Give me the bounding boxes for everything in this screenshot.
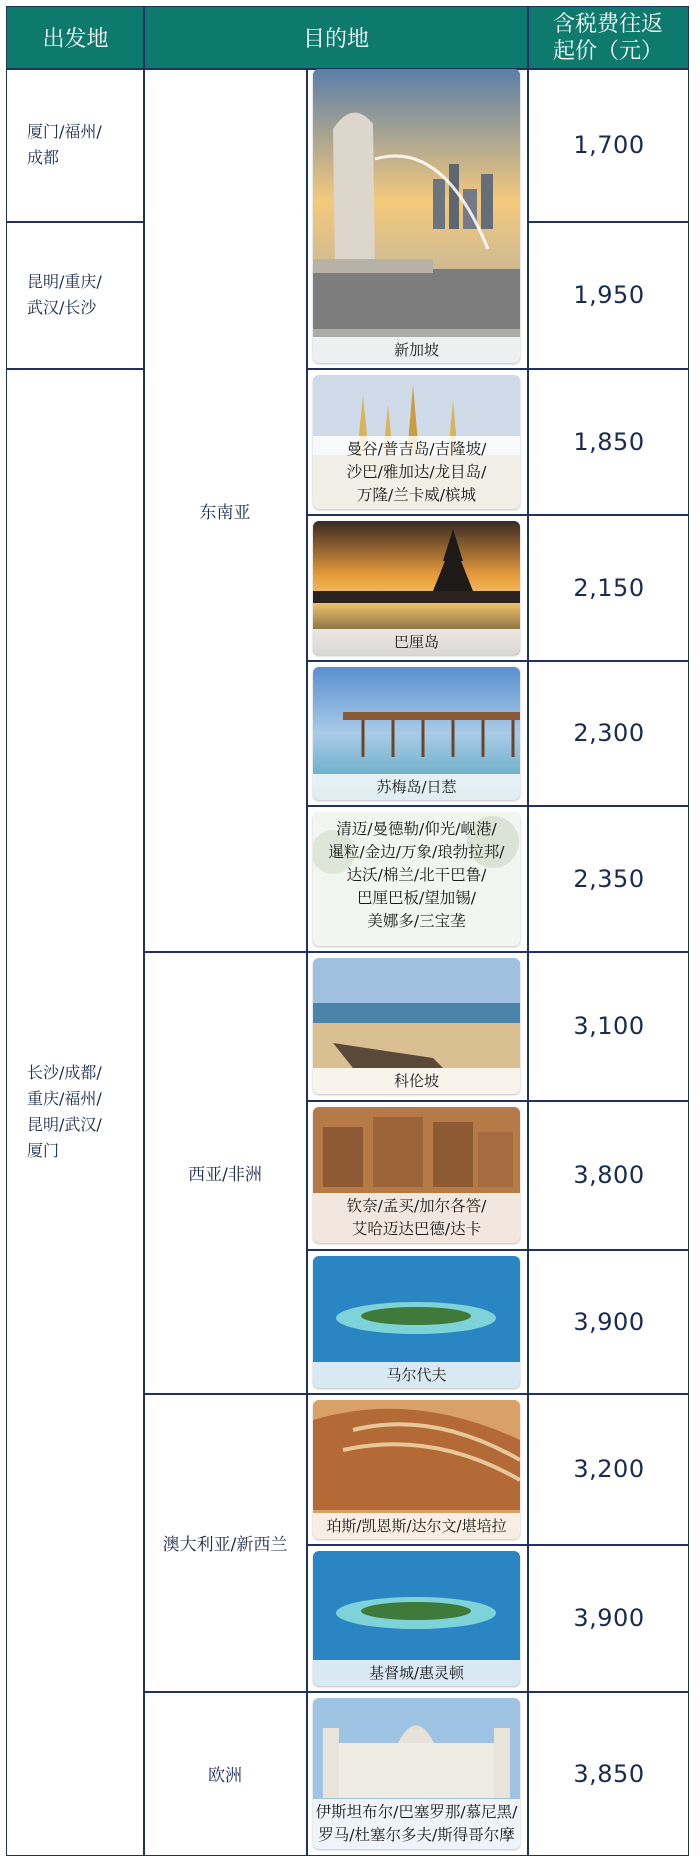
destination-card [313,1400,520,1539]
singapore-photo [313,69,520,363]
destination-name: 伊斯坦布尔/巴塞罗那/慕尼黑/ 罗马/杜塞尔多夫/斯得哥尔摩 [313,1799,520,1849]
price-cell: 1,950 [573,281,645,309]
price-cell: 2,350 [573,864,645,893]
destination-card [313,375,520,509]
origin-cell: 长沙/成都/ 重庆/福州/ 昆明/武汉/ 厦门 [27,1063,102,1160]
destination-card [313,69,520,363]
destination-card [313,1551,520,1686]
price-cell: 3,800 [573,1161,645,1189]
origin-cell: 昆明/重庆/ 武汉/长沙 [27,272,102,317]
header-price: 含税费往返 起价（元） [528,7,688,68]
destination-card [313,1256,520,1388]
destination-card [313,958,520,1094]
destination-name: 苏梅岛/日惹 [313,774,520,800]
destination-card [313,812,520,946]
col-divider [306,68,308,1855]
price-cell: 3,200 [573,1455,645,1483]
price-cell: 3,900 [573,1307,645,1336]
destination-name: 基督城/惠灵顿 [313,1660,520,1686]
destination-name: 新加坡 [313,337,520,363]
region-cell: 欧洲 [208,1766,242,1786]
region-cell: 西亚/非洲 [188,1165,262,1185]
price-cell: 3,100 [573,1012,645,1040]
price-cell: 1,850 [573,427,645,456]
region-cell: 东南亚 [199,502,251,523]
destination-card [313,667,520,800]
price-cell: 3,850 [573,1759,645,1788]
price-cell: 1,700 [573,131,645,159]
destination-name: 清迈/曼德勒/仰光/岘港/ 暹粒/金边/万象/琅勃拉邦/ 达沃/棉兰/北干巴鲁/ 巴厘巴板/望加锡/ 美娜多/三宝垄 [313,812,520,946]
destination-name: 曼谷/普吉岛/吉隆坡/ 沙巴/雅加达/龙目岛/ 万隆/兰卡威/槟城 [313,436,520,509]
price-cell: 2,300 [573,719,645,747]
header-origin: 出发地 [7,7,144,68]
origin-cell: 厦门/福州/ 成都 [27,122,102,167]
price-cell: 2,150 [573,573,645,602]
destination-name: 巴厘岛 [313,629,520,655]
destination-name: 钦奈/孟买/加尔各答/ 艾哈迈达巴德/达卡 [313,1193,520,1243]
destination-name: 珀斯/凯恩斯/达尔文/堪培拉 [313,1513,520,1539]
destination-name: 科伦坡 [313,1068,520,1094]
destination-card [313,521,520,655]
region-cell: 澳大利亚/新西兰 [162,1535,288,1555]
header-destination: 目的地 [144,7,528,68]
destination-card [313,1107,520,1243]
price-cell: 3,900 [573,1604,645,1632]
destination-name: 马尔代夫 [313,1362,520,1388]
fare-table [6,6,689,1856]
destination-card [313,1698,520,1849]
